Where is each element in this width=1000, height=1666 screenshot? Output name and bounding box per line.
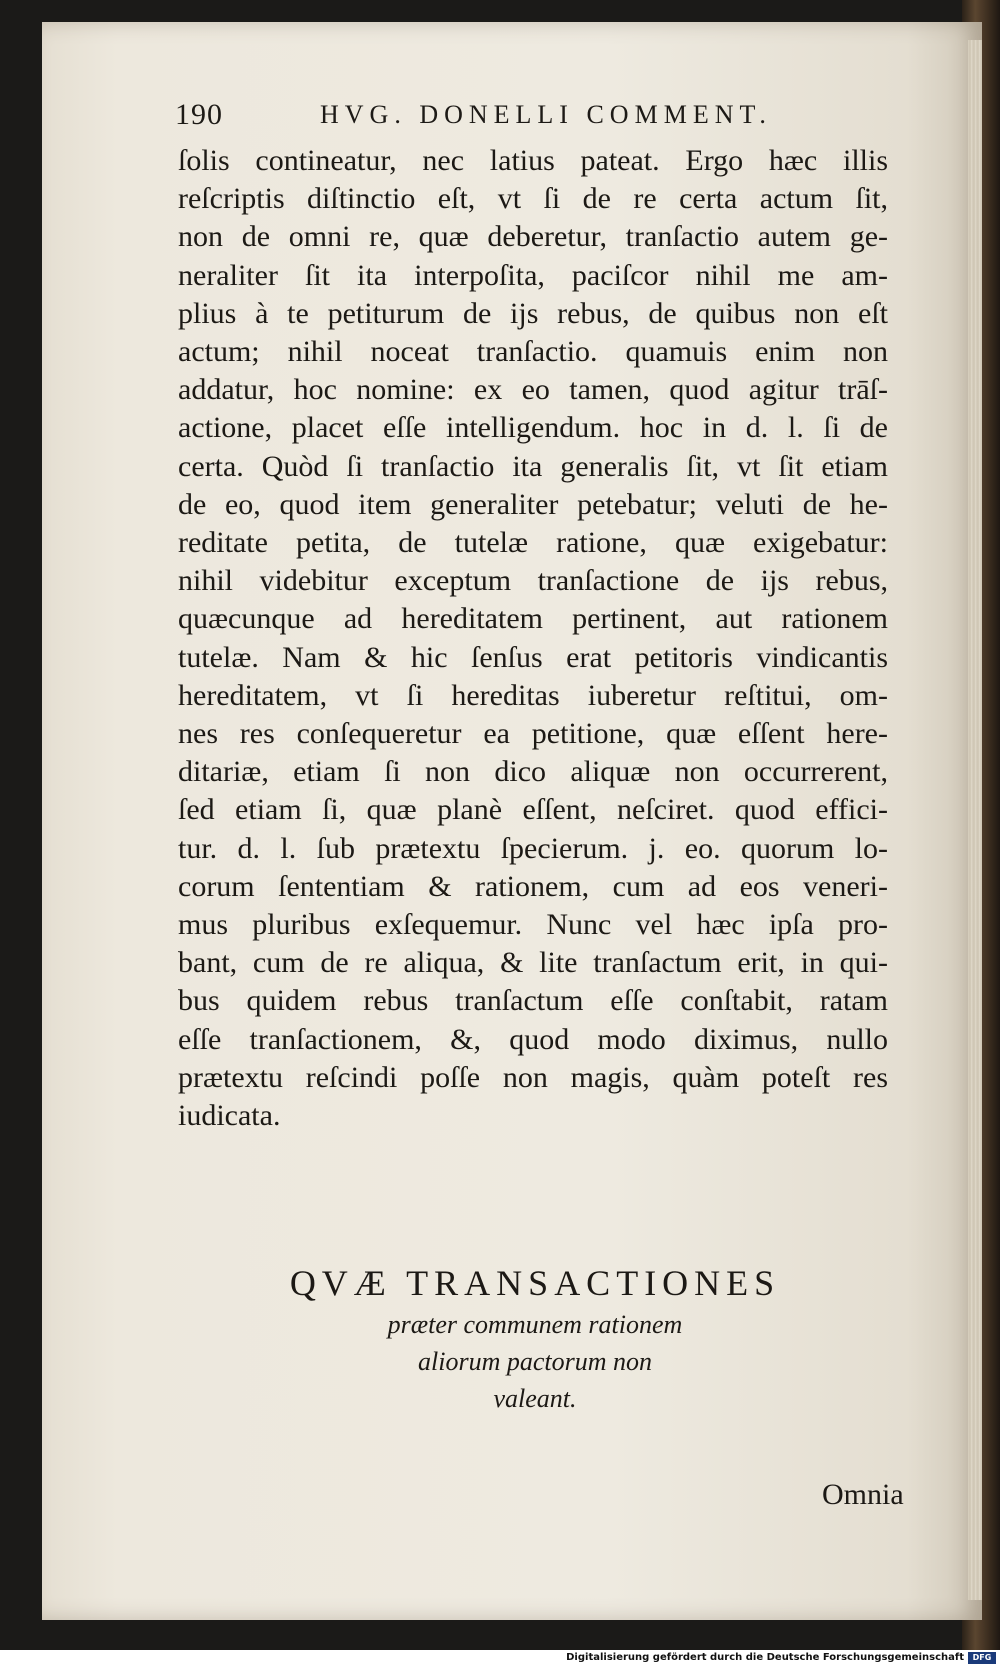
section-heading — [180, 1262, 890, 1417]
running-head: HVG. DONELLI COMMENT. — [320, 100, 772, 129]
text-line: tutelæ. Nam & hic ſenſus erat petitoris vindicantis — [178, 640, 888, 674]
text-line: ſed etiam ſi, quæ planè eſſent, neſciret. quod effici- — [178, 793, 888, 827]
text-line: nes res conſequeretur ea petitione, quæ eſſent here- — [178, 717, 888, 751]
text-line: ditariæ, etiam ſi non dico aliquæ non occurrerent, — [178, 755, 888, 789]
text-line: bant, cum de re aliqua, & lite tranſactum erit, in qui- — [178, 946, 888, 980]
text-line: tur. d. l. ſub prætextu ſpecierum. j. eo. quorum lo- — [178, 831, 888, 865]
text-line: eſſe tranſactionem, &, quod modo diximus, nullo — [178, 1022, 888, 1056]
page-header — [175, 98, 835, 138]
text-line: certa. Quòd ſi tranſactio ita generalis ſit, vt ſit etiam — [178, 449, 888, 483]
text-line: actum; nihil noceat tranſactio. quamuis enim non — [178, 335, 888, 369]
page-edge — [968, 40, 982, 1600]
page-number: 190 — [175, 98, 223, 131]
body-text — [178, 142, 888, 1135]
catchword: Omnia — [822, 1478, 904, 1511]
section-subtitle-line: aliorum pactorum non — [418, 1347, 652, 1376]
section-title: QVÆ TRANSACTIONES — [289, 1263, 781, 1303]
section-subtitle-line: præter communem rationem — [387, 1310, 683, 1339]
text-line: iudicata. — [178, 1099, 281, 1133]
text-line: ſolis contineatur, nec latius pateat. Ergo hæc illis — [178, 144, 888, 177]
text-line: non de omni re, quæ deberetur, tranſactio autem ge- — [178, 220, 888, 254]
text-line: plius à te petiturum de ijs rebus, de quibus non eſt — [178, 296, 888, 330]
text-line: quæcunque ad hereditatem pertinent, aut rationem — [178, 602, 888, 636]
text-line: reſcriptis diſtinctio eſt, vt ſi de re certa actum ſit, — [178, 182, 888, 216]
text-line: addatur, hoc nomine: ex eo tamen, quod agitur trāſ- — [178, 373, 888, 407]
text-line: reditate petita, de tutelæ ratione, quæ exigebatur: — [178, 526, 888, 560]
section-subtitle-line: valeant. — [493, 1384, 577, 1413]
text-line: de eo, quod item generaliter petebatur; veluti de he- — [178, 487, 888, 521]
footer-credit: Digitalisierung gefördert durch die Deutsche Forschungsgemeinschaft — [566, 1652, 964, 1663]
text-line: prætextu reſcindi poſſe non magis, quàm poteſt res — [178, 1060, 888, 1094]
dfg-logo: DFG — [968, 1652, 996, 1664]
text-line: corum ſententiam & rationem, cum ad eos veneri- — [178, 869, 888, 903]
text-line: neraliter ſit ita interpoſita, paciſcor nihil me am- — [178, 258, 888, 292]
text-line: hereditatem, vt ſi hereditas iuberetur reſtitui, om- — [178, 678, 888, 712]
text-line: bus quidem rebus tranſactum eſſe conſtabit, ratam — [178, 984, 888, 1018]
text-line: actione, placet eſſe intelligendum. hoc in d. l. ſi de — [178, 411, 888, 445]
text-line: mus pluribus exſequemur. Nunc vel hæc ipſa pro- — [178, 908, 888, 942]
text-line: nihil videbitur exceptum tranſactione de ijs rebus, — [178, 564, 888, 598]
